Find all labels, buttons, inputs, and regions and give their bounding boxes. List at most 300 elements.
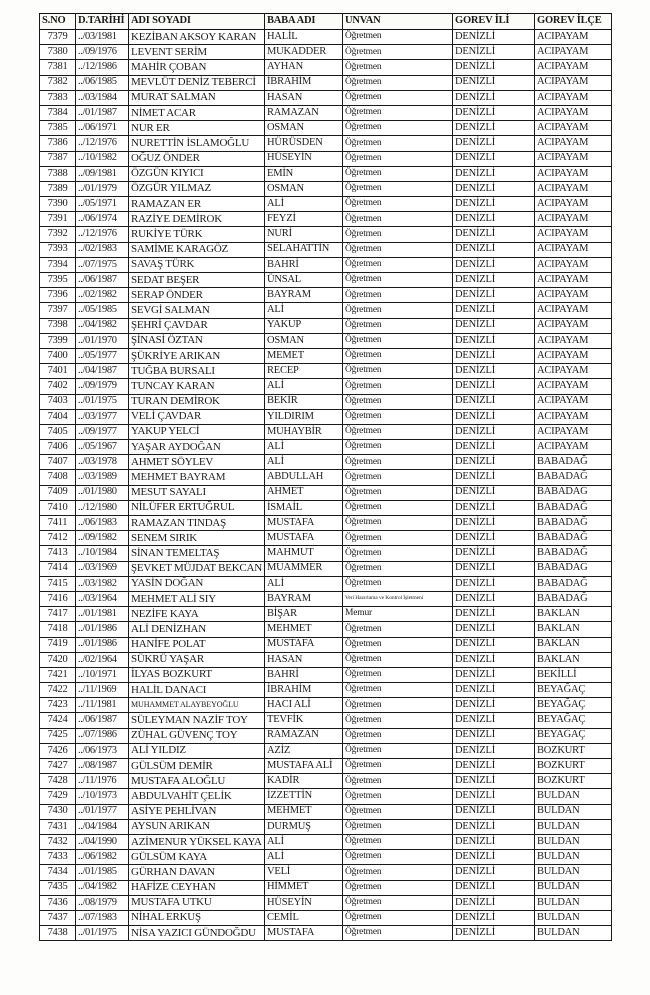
cell-duty-province: DENİZLİ	[453, 865, 535, 880]
cell-title: Öğretmen	[343, 865, 453, 880]
cell-father-name: MUHAYBİR	[265, 424, 343, 439]
table-row	[40, 348, 612, 363]
column-header-full-name: ADI SOYADI	[129, 14, 265, 30]
cell-duty-district: ACIPAYAM	[535, 30, 612, 45]
cell-full-name: NİSA YAZICI GÜNDOĞDU	[129, 926, 265, 941]
cell-full-name: ABDULVAHİT ÇELİK	[129, 789, 265, 804]
cell-birth-date: ../05/1967	[76, 440, 129, 455]
cell-birth-date: ../09/1981	[76, 166, 129, 181]
cell-duty-province: DENİZLİ	[453, 45, 535, 60]
cell-father-name: ALİ	[265, 303, 343, 318]
cell-sno: 7409	[40, 485, 76, 500]
table-row	[40, 819, 612, 834]
cell-title: Öğretmen	[343, 698, 453, 713]
cell-duty-district: BEYAĞAÇ	[535, 683, 612, 698]
cell-sno: 7403	[40, 394, 76, 409]
cell-full-name: ALİ YILDIZ	[129, 743, 265, 758]
cell-duty-province: DENİZLİ	[453, 622, 535, 637]
table-row	[40, 500, 612, 515]
cell-father-name: EMİN	[265, 166, 343, 181]
table-row	[40, 318, 612, 333]
cell-sno: 7380	[40, 45, 76, 60]
cell-birth-date: ../03/1978	[76, 455, 129, 470]
cell-father-name: ALİ	[265, 440, 343, 455]
cell-title: Öğretmen	[343, 743, 453, 758]
table-body	[40, 30, 612, 941]
cell-title: Öğretmen	[343, 105, 453, 120]
cell-full-name: HANİFE POLAT	[129, 637, 265, 652]
cell-title: Öğretmen	[343, 303, 453, 318]
cell-sno: 7423	[40, 698, 76, 713]
cell-birth-date: ../04/1990	[76, 834, 129, 849]
cell-title: Öğretmen	[343, 880, 453, 895]
cell-birth-date: ../01/1987	[76, 105, 129, 120]
cell-sno: 7432	[40, 834, 76, 849]
cell-father-name: HACI ALİ	[265, 698, 343, 713]
table-row	[40, 197, 612, 212]
cell-birth-date: ../02/1983	[76, 242, 129, 257]
cell-duty-province: DENİZLİ	[453, 850, 535, 865]
cell-birth-date: ../04/1984	[76, 819, 129, 834]
cell-title: Öğretmen	[343, 759, 453, 774]
cell-sno: 7413	[40, 546, 76, 561]
cell-full-name: SAVAŞ TÜRK	[129, 257, 265, 272]
cell-sno: 7425	[40, 728, 76, 743]
cell-full-name: MEHMET ALİ SIY	[129, 591, 265, 606]
cell-title: Öğretmen	[343, 197, 453, 212]
cell-full-name: OĞUZ ÖNDER	[129, 151, 265, 166]
cell-sno: 7427	[40, 759, 76, 774]
cell-duty-district: BABADAĞ	[535, 470, 612, 485]
cell-sno: 7412	[40, 531, 76, 546]
cell-title: Öğretmen	[343, 136, 453, 151]
cell-sno: 7399	[40, 333, 76, 348]
table-row	[40, 759, 612, 774]
cell-duty-district: BABADAĞ	[535, 576, 612, 591]
table-row	[40, 895, 612, 910]
cell-title: Öğretmen	[343, 516, 453, 531]
cell-title: Öğretmen	[343, 288, 453, 303]
cell-full-name: GÜLSÜM DEMİR	[129, 759, 265, 774]
cell-title: Öğretmen	[343, 242, 453, 257]
cell-birth-date: ../06/1982	[76, 850, 129, 865]
cell-father-name: HÜSEYİN	[265, 151, 343, 166]
cell-duty-district: ACIPAYAM	[535, 379, 612, 394]
cell-full-name: AZİMENUR YÜKSEL KAYA	[129, 834, 265, 849]
cell-sno: 7431	[40, 819, 76, 834]
cell-duty-district: ACIPAYAM	[535, 440, 612, 455]
cell-full-name: ALİ DENİZHAN	[129, 622, 265, 637]
cell-duty-district: ACIPAYAM	[535, 348, 612, 363]
cell-birth-date: ../01/1979	[76, 181, 129, 196]
cell-full-name: SEDAT BEŞER	[129, 273, 265, 288]
cell-duty-district: ACIPAYAM	[535, 273, 612, 288]
cell-full-name: LEVENT SERİM	[129, 45, 265, 60]
cell-father-name: OSMAN	[265, 333, 343, 348]
cell-duty-province: DENİZLİ	[453, 561, 535, 576]
cell-full-name: TUĞBA BURSALI	[129, 364, 265, 379]
cell-birth-date: ../12/1980	[76, 500, 129, 515]
cell-birth-date: ../03/1982	[76, 576, 129, 591]
table-row	[40, 440, 612, 455]
cell-father-name: HÜSEYİN	[265, 895, 343, 910]
cell-father-name: BİŞAR	[265, 607, 343, 622]
cell-birth-date: ../06/1971	[76, 121, 129, 136]
cell-duty-district: BABADAĞ	[535, 561, 612, 576]
cell-duty-province: DENİZLİ	[453, 257, 535, 272]
cell-duty-province: DENİZLİ	[453, 212, 535, 227]
table-row	[40, 561, 612, 576]
cell-full-name: GÜLSÜM KAYA	[129, 850, 265, 865]
cell-full-name: SERAP ÖNDER	[129, 288, 265, 303]
cell-title: Öğretmen	[343, 561, 453, 576]
cell-sno: 7388	[40, 166, 76, 181]
cell-birth-date: ../10/1973	[76, 789, 129, 804]
table-row	[40, 303, 612, 318]
cell-title: Öğretmen	[343, 166, 453, 181]
column-header-title: UNVAN	[343, 14, 453, 30]
cell-duty-province: DENİZLİ	[453, 455, 535, 470]
cell-sno: 7418	[40, 622, 76, 637]
cell-full-name: ŞEHRİ ÇAVDAR	[129, 318, 265, 333]
cell-sno: 7433	[40, 850, 76, 865]
cell-sno: 7426	[40, 743, 76, 758]
cell-title: Öğretmen	[343, 455, 453, 470]
cell-birth-date: ../05/1977	[76, 348, 129, 363]
cell-duty-province: DENİZLİ	[453, 880, 535, 895]
cell-duty-district: BOZKURT	[535, 774, 612, 789]
cell-duty-province: DENİZLİ	[453, 227, 535, 242]
cell-father-name: HÜRÜSDEN	[265, 136, 343, 151]
cell-duty-district: BABADAĞ	[535, 485, 612, 500]
cell-title: Öğretmen	[343, 379, 453, 394]
cell-duty-district: BABADAĞ	[535, 591, 612, 606]
cell-duty-district: BULDAN	[535, 850, 612, 865]
table-header-row	[40, 14, 612, 30]
cell-duty-district: ACIPAYAM	[535, 197, 612, 212]
cell-father-name: CEMİL	[265, 910, 343, 925]
table-row	[40, 516, 612, 531]
cell-father-name: ÜNSAL	[265, 273, 343, 288]
cell-duty-province: DENİZLİ	[453, 242, 535, 257]
cell-father-name: YAKUP	[265, 318, 343, 333]
cell-full-name: MUHAMMET ALAYBEYOĞLU	[129, 698, 265, 713]
cell-duty-province: DENİZLİ	[453, 607, 535, 622]
cell-father-name: MUSTAFA	[265, 531, 343, 546]
table-row	[40, 607, 612, 622]
cell-duty-district: ACIPAYAM	[535, 318, 612, 333]
cell-father-name: OSMAN	[265, 121, 343, 136]
cell-duty-district: BEYAĞAÇ	[535, 698, 612, 713]
cell-sno: 7408	[40, 470, 76, 485]
cell-sno: 7410	[40, 500, 76, 515]
cell-duty-district: BULDAN	[535, 834, 612, 849]
cell-father-name: HASAN	[265, 652, 343, 667]
cell-duty-province: DENİZLİ	[453, 895, 535, 910]
cell-father-name: ALİ	[265, 197, 343, 212]
cell-sno: 7405	[40, 424, 76, 439]
cell-full-name: ASİYE PEHLİVAN	[129, 804, 265, 819]
cell-birth-date: ../01/1985	[76, 865, 129, 880]
cell-title: Öğretmen	[343, 424, 453, 439]
cell-duty-province: DENİZLİ	[453, 728, 535, 743]
cell-duty-district: ACIPAYAM	[535, 90, 612, 105]
table-row	[40, 743, 612, 758]
cell-duty-province: DENİZLİ	[453, 364, 535, 379]
cell-duty-district: BAKLAN	[535, 607, 612, 622]
cell-duty-district: ACIPAYAM	[535, 181, 612, 196]
cell-title: Öğretmen	[343, 151, 453, 166]
cell-full-name: MUSTAFA UTKU	[129, 895, 265, 910]
cell-title: Öğretmen	[343, 121, 453, 136]
cell-title: Öğretmen	[343, 30, 453, 45]
cell-full-name: ŞEVKET MÜJDAT BEKCAN	[129, 561, 265, 576]
cell-full-name: MURAT SALMAN	[129, 90, 265, 105]
cell-duty-province: DENİZLİ	[453, 90, 535, 105]
cell-duty-district: BULDAN	[535, 895, 612, 910]
cell-father-name: İBRAHİM	[265, 683, 343, 698]
cell-sno: 7430	[40, 804, 76, 819]
cell-sno: 7428	[40, 774, 76, 789]
cell-birth-date: ../12/1986	[76, 60, 129, 75]
table-row	[40, 45, 612, 60]
cell-duty-district: ACIPAYAM	[535, 409, 612, 424]
cell-father-name: SELAHATTİN	[265, 242, 343, 257]
cell-duty-province: DENİZLİ	[453, 105, 535, 120]
cell-sno: 7390	[40, 197, 76, 212]
cell-father-name: MAHMUT	[265, 546, 343, 561]
cell-sno: 7394	[40, 257, 76, 272]
cell-duty-province: DENİZLİ	[453, 804, 535, 819]
cell-father-name: MEHMET	[265, 622, 343, 637]
table-row	[40, 75, 612, 90]
table-row	[40, 713, 612, 728]
cell-sno: 7434	[40, 865, 76, 880]
cell-birth-date: ../02/1982	[76, 288, 129, 303]
cell-birth-date: ../01/1970	[76, 333, 129, 348]
table-row	[40, 151, 612, 166]
cell-title: Öğretmen	[343, 273, 453, 288]
cell-title: Memur	[343, 607, 453, 622]
cell-birth-date: ../10/1971	[76, 667, 129, 682]
table-row	[40, 865, 612, 880]
cell-full-name: MEHMET BAYRAM	[129, 470, 265, 485]
cell-birth-date: ../01/1975	[76, 926, 129, 941]
cell-full-name: NEZİFE KAYA	[129, 607, 265, 622]
cell-sno: 7407	[40, 455, 76, 470]
cell-father-name: KADİR	[265, 774, 343, 789]
cell-duty-province: DENİZLİ	[453, 318, 535, 333]
cell-duty-province: DENİZLİ	[453, 546, 535, 561]
table-row	[40, 531, 612, 546]
cell-title: Öğretmen	[343, 713, 453, 728]
cell-full-name: HALİL DANACI	[129, 683, 265, 698]
cell-duty-district: BABADAĞ	[535, 516, 612, 531]
cell-sno: 7401	[40, 364, 76, 379]
cell-father-name: MUSTAFA	[265, 516, 343, 531]
cell-father-name: MUSTAFA	[265, 637, 343, 652]
cell-father-name: FEYZİ	[265, 212, 343, 227]
cell-full-name: ZÜHAL GÜVENÇ TOY	[129, 728, 265, 743]
table-row	[40, 652, 612, 667]
cell-duty-province: DENİZLİ	[453, 819, 535, 834]
cell-sno: 7406	[40, 440, 76, 455]
table-row	[40, 880, 612, 895]
table-header	[40, 14, 612, 30]
cell-full-name: YASİN DOĞAN	[129, 576, 265, 591]
cell-duty-province: DENİZLİ	[453, 926, 535, 941]
cell-title: Öğretmen	[343, 850, 453, 865]
table-row	[40, 60, 612, 75]
cell-sno: 7436	[40, 895, 76, 910]
cell-full-name: AHMET SÖYLEV	[129, 455, 265, 470]
table-row	[40, 910, 612, 925]
cell-title: Öğretmen	[343, 90, 453, 105]
cell-birth-date: ../03/1964	[76, 591, 129, 606]
cell-duty-province: DENİZLİ	[453, 910, 535, 925]
table-row	[40, 789, 612, 804]
cell-duty-province: DENİZLİ	[453, 470, 535, 485]
cell-duty-province: DENİZLİ	[453, 698, 535, 713]
cell-sno: 7419	[40, 637, 76, 652]
cell-duty-province: DENİZLİ	[453, 774, 535, 789]
cell-sno: 7397	[40, 303, 76, 318]
cell-title: Öğretmen	[343, 834, 453, 849]
cell-full-name: SİNAN TEMELTAŞ	[129, 546, 265, 561]
cell-duty-province: DENİZLİ	[453, 166, 535, 181]
cell-duty-district: BULDAN	[535, 880, 612, 895]
cell-birth-date: ../01/1986	[76, 637, 129, 652]
cell-duty-province: DENİZLİ	[453, 75, 535, 90]
cell-father-name: MUAMMER	[265, 561, 343, 576]
cell-birth-date: ../07/1975	[76, 257, 129, 272]
cell-duty-province: DENİZLİ	[453, 531, 535, 546]
cell-duty-district: ACIPAYAM	[535, 227, 612, 242]
table-row	[40, 622, 612, 637]
cell-father-name: MEMET	[265, 348, 343, 363]
cell-title: Öğretmen	[343, 500, 453, 515]
cell-title: Öğretmen	[343, 318, 453, 333]
cell-duty-district: ACIPAYAM	[535, 257, 612, 272]
cell-birth-date: ../09/1982	[76, 531, 129, 546]
table-row	[40, 273, 612, 288]
cell-title: Öğretmen	[343, 926, 453, 941]
cell-duty-province: DENİZLİ	[453, 576, 535, 591]
cell-sno: 7382	[40, 75, 76, 90]
cell-father-name: YILDIRIM	[265, 409, 343, 424]
cell-father-name: AHMET	[265, 485, 343, 500]
cell-father-name: OSMAN	[265, 181, 343, 196]
table-row	[40, 121, 612, 136]
cell-title: Öğretmen	[343, 470, 453, 485]
cell-duty-district: BAKLAN	[535, 652, 612, 667]
cell-sno: 7435	[40, 880, 76, 895]
cell-father-name: ALİ	[265, 834, 343, 849]
cell-title: Öğretmen	[343, 819, 453, 834]
cell-birth-date: ../03/1989	[76, 470, 129, 485]
cell-duty-province: DENİZLİ	[453, 424, 535, 439]
cell-birth-date: ../07/1983	[76, 910, 129, 925]
cell-birth-date: ../01/1981	[76, 607, 129, 622]
table-row	[40, 333, 612, 348]
cell-title: Öğretmen	[343, 212, 453, 227]
cell-duty-district: ACIPAYAM	[535, 303, 612, 318]
cell-duty-province: DENİZLİ	[453, 181, 535, 196]
cell-duty-district: BOZKURT	[535, 743, 612, 758]
cell-sno: 7422	[40, 683, 76, 698]
cell-duty-province: DENİZLİ	[453, 440, 535, 455]
cell-duty-district: BEYAĞAÇ	[535, 713, 612, 728]
cell-sno: 7415	[40, 576, 76, 591]
cell-duty-province: DENİZLİ	[453, 789, 535, 804]
cell-sno: 7387	[40, 151, 76, 166]
cell-sno: 7416	[40, 591, 76, 606]
column-header-birth-date: D.TARİHİ	[76, 14, 129, 30]
table-row	[40, 136, 612, 151]
cell-duty-district: BOZKURT	[535, 759, 612, 774]
table-row	[40, 227, 612, 242]
table-row	[40, 728, 612, 743]
table-row	[40, 212, 612, 227]
cell-duty-province: DENİZLİ	[453, 288, 535, 303]
cell-duty-district: ACIPAYAM	[535, 75, 612, 90]
cell-father-name: DURMUŞ	[265, 819, 343, 834]
table-row	[40, 546, 612, 561]
cell-birth-date: ../03/1981	[76, 30, 129, 45]
cell-duty-province: DENİZLİ	[453, 637, 535, 652]
cell-birth-date: ../06/1985	[76, 75, 129, 90]
cell-duty-district: ACIPAYAM	[535, 288, 612, 303]
cell-father-name: BAHRİ	[265, 667, 343, 682]
cell-duty-province: DENİZLİ	[453, 500, 535, 515]
cell-sno: 7386	[40, 136, 76, 151]
cell-full-name: NURETTİN İSLAMOĞLU	[129, 136, 265, 151]
cell-full-name: NİMET ACAR	[129, 105, 265, 120]
cell-father-name: AZİZ	[265, 743, 343, 758]
cell-duty-province: DENİZLİ	[453, 667, 535, 682]
table-row	[40, 637, 612, 652]
table-row	[40, 409, 612, 424]
table-row	[40, 181, 612, 196]
cell-duty-province: DENİZLİ	[453, 121, 535, 136]
cell-title: Öğretmen	[343, 348, 453, 363]
cell-full-name: VELİ ÇAVDAR	[129, 409, 265, 424]
column-header-duty-district: GOREV İLÇE	[535, 14, 612, 30]
table-row	[40, 30, 612, 45]
table-row	[40, 470, 612, 485]
table-row	[40, 850, 612, 865]
cell-duty-district: ACIPAYAM	[535, 151, 612, 166]
cell-father-name: ABDULLAH	[265, 470, 343, 485]
cell-duty-district: ACIPAYAM	[535, 166, 612, 181]
table-row	[40, 834, 612, 849]
table-row	[40, 90, 612, 105]
cell-full-name: MAHİR ÇOBAN	[129, 60, 265, 75]
cell-duty-province: DENİZLİ	[453, 409, 535, 424]
table-row	[40, 455, 612, 470]
cell-father-name: HİMMET	[265, 880, 343, 895]
cell-full-name: RAZİYE DEMİROK	[129, 212, 265, 227]
table-row	[40, 257, 612, 272]
cell-birth-date: ../06/1983	[76, 516, 129, 531]
cell-duty-district: BULDAN	[535, 926, 612, 941]
cell-full-name: YAKUP YELCİ	[129, 424, 265, 439]
cell-father-name: ALİ	[265, 455, 343, 470]
cell-father-name: MUKADDER	[265, 45, 343, 60]
table-row	[40, 667, 612, 682]
cell-father-name: BAHRİ	[265, 257, 343, 272]
cell-duty-province: DENİZLİ	[453, 516, 535, 531]
